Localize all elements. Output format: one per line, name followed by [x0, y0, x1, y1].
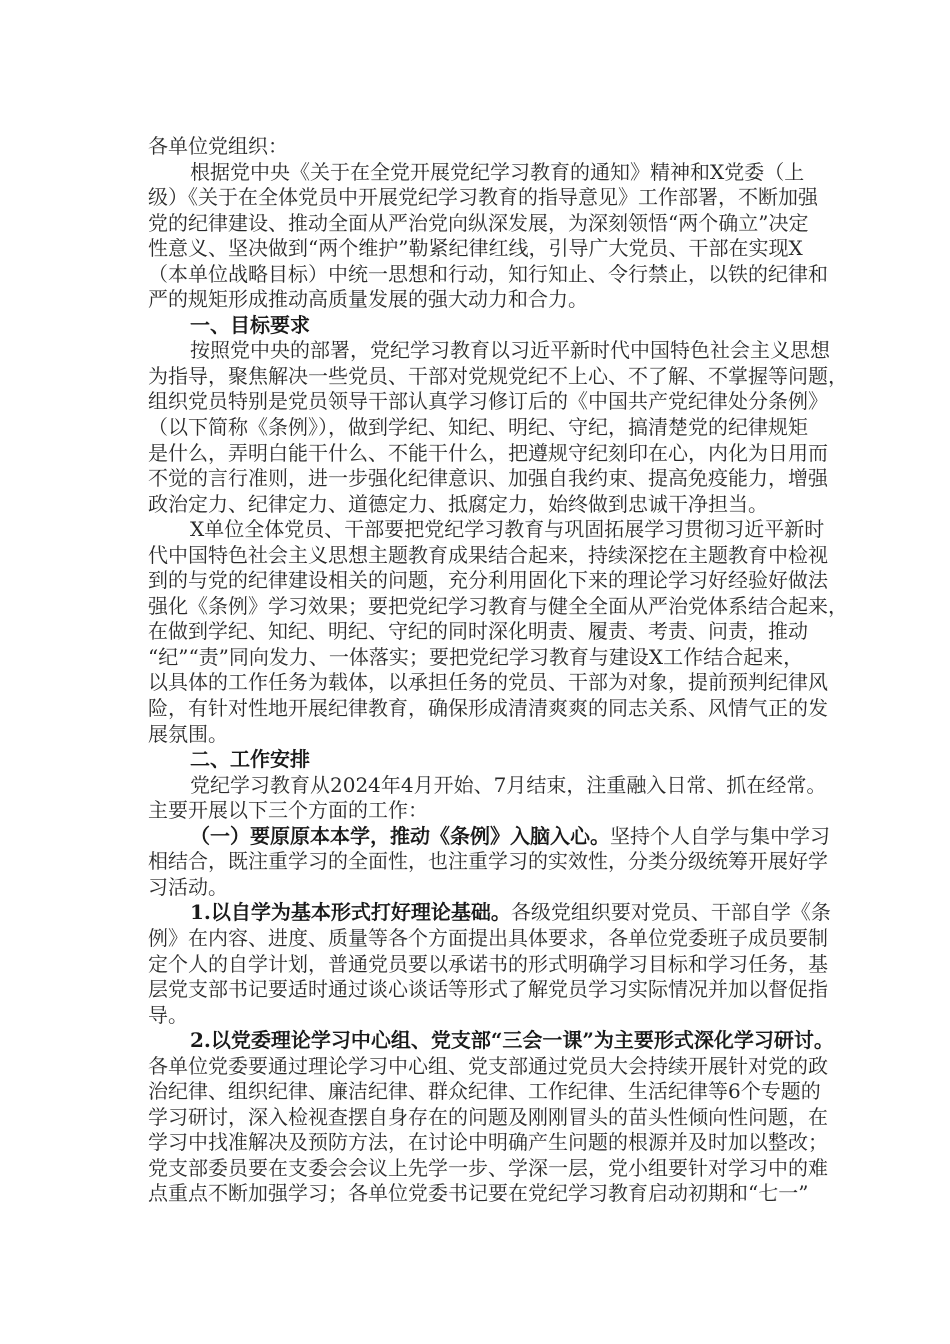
text-line: 治纪律、组织纪律、廉洁纪律、群众纪律、工作纪律、生活纪律等6个专题的: [148, 1079, 821, 1104]
document-page: [148, 134, 848, 1207]
text-line: 代中国特色社会主义思想主题教育成果结合起来，持续深挖在主题教育中检视: [148, 542, 828, 567]
text-line: 例》在内容、进度、质量等各个方面提出具体要求，各单位党委班子成员要制: [148, 925, 828, 950]
text-line: [148, 1028, 834, 1054]
text-run: 各级党组织要对党员、干部自学《条: [510, 900, 831, 925]
text-line: 政治定力、纪律定力、道德定力、抵腐定力，始终做到忠诚干净担当。: [148, 491, 768, 516]
text-line: 不觉的言行准则，进一步强化纪律意识、加强自我约束、提高免疫能力，增强: [148, 466, 828, 491]
text-line: 为指导，聚焦解决一些党员、干部对党规党纪不上心、不了解、不掌握等问题，: [148, 363, 848, 388]
paragraph-intro: [148, 159, 828, 313]
paragraph-subitem-1: [148, 900, 831, 1028]
text-line: 根据党中央《关于在全党开展党纪学习教育的通知》精神和X党委（上: [190, 159, 805, 184]
text-line: 点重点不断加强学习；各单位党委书记要在党纪学习教育启动初期和“七一”: [148, 1181, 809, 1206]
text-line: 层党支部书记要适时通过谈心谈话等形式了解党员学习实际情况并加以督促指: [148, 977, 828, 1002]
paragraph-item-1: [148, 823, 830, 901]
text-line: 定个人的自学计划，普通党员要以承诺书的形式明确学习目标和学习任务，基: [148, 951, 828, 976]
text-line: 学习研讨，深入检视查摆自身存在的问题及刚刚冒头的苗头性倾向性问题，在: [148, 1104, 828, 1129]
text-line: 学习中找准解决及预防方法，在讨论中明确产生问题的根源并及时加以整改；: [148, 1130, 828, 1155]
text-line: （以下简称《条例》），做到学纪、知纪、明纪、守纪，搞清楚党的纪律规矩: [148, 415, 808, 440]
text-line: 是什么，弄明白能干什么、不能干什么，把遵规守纪刻印在心，内化为日用而: [148, 440, 828, 465]
salutation: 各单位党组织：: [148, 134, 288, 158]
text-line: 展氛围。: [148, 721, 228, 746]
bold-lead-text: 1.以自学为基本形式打好理论基础。: [190, 900, 511, 925]
text-line: 各单位党委要通过理论学习中心组、党支部通过党员大会持续开展针对党的政: [148, 1053, 828, 1078]
text-line: [148, 900, 831, 926]
paragraph-goals: [148, 338, 848, 517]
text-line: [148, 823, 830, 850]
text-line: 党纪学习教育从2024年4月开始、7月结束，注重融入日常、抓在经常。: [190, 772, 827, 797]
text-line: 组织党员特别是党员领导干部认真学习修订后的《中国共产党纪律处分条例》: [148, 389, 828, 414]
text-line: 党的纪律建设、推动全面从严治党向纵深发展，为深刻领悟“两个确立”决定: [148, 210, 809, 235]
text-line: 性意义、坚决做到“两个维护”勒紧纪律红线，引导广大党员、干部在实现X: [148, 236, 803, 261]
text-line: 险，有针对性地开展纪律教育，确保形成清清爽爽的同志关系、风情气正的发: [148, 696, 828, 721]
text-line: 强化《条例》学习效果；要把党纪学习教育与健全全面从严治党体系结合起来，: [148, 593, 848, 618]
text-line: “纪”“责”同向发力、一体落实；要把党纪学习教育与建设X工作结合起来，: [148, 644, 804, 669]
paragraph-schedule: [148, 772, 827, 824]
text-run: 坚持个人自学与集中学习: [610, 823, 830, 848]
text-line: 到的与党的纪律建设相关的问题，充分利用固化下来的理论学习好经验好做法: [148, 568, 828, 593]
text-line: 严的规矩形成推动高质量发展的强大动力和合力。: [148, 287, 588, 312]
section-heading-arrangement: 二、工作安排: [190, 747, 310, 772]
paragraph-integration: [148, 517, 848, 747]
text-line: 相结合，既注重学习的全面性，也注重学习的实效性，分类分级统筹开展好学: [148, 849, 828, 874]
text-line: 以具体的工作任务为载体，以承担任务的党员、干部为对象，提前预判纪律风: [148, 670, 828, 695]
bold-lead-text: （一）要原原本本学，推动《条例》入脑入心。: [190, 823, 610, 848]
section-heading-goals: 一、目标要求: [190, 312, 310, 337]
text-line: （本单位战略目标）中统一思想和行动，知行知止、令行禁止，以铁的纪律和: [148, 261, 828, 286]
text-line: 按照党中央的部署，党纪学习教育以习近平新时代中国特色社会主义思想: [190, 338, 830, 363]
text-line: 党支部委员要在支委会会议上先学一步、学深一层，党小组要针对学习中的难: [148, 1155, 828, 1180]
text-line: 主要开展以下三个方面的工作：: [148, 798, 428, 823]
text-line: 级）《关于在全体党员中开展党纪学习教育的指导意见》工作部署，不断加强: [148, 185, 818, 210]
text-line: 习活动。: [148, 874, 228, 899]
text-line: X单位全体党员、干部要把党纪学习教育与巩固拓展学习贯彻习近平新时: [190, 517, 825, 542]
text-line: 导。: [148, 1002, 188, 1027]
bold-lead-text: 2.以党委理论学习中心组、党支部“三会一课”为主要形式深化学习研讨。: [190, 1028, 834, 1053]
text-line: 在做到学纪、知纪、明纪、守纪的同时深化明责、履责、考责、问责，推动: [148, 619, 808, 644]
paragraph-subitem-2: [148, 1028, 834, 1207]
